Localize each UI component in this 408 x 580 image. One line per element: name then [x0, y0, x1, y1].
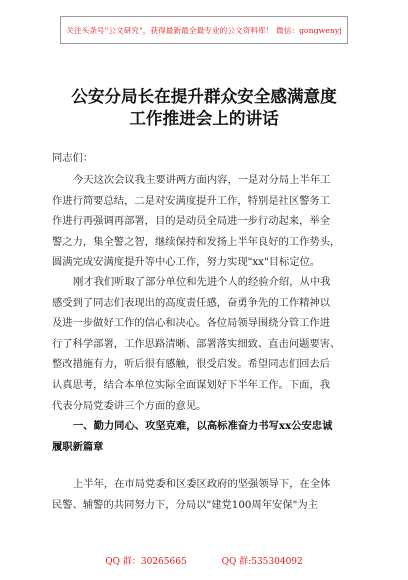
salutation-text: 同志们： — [52, 152, 94, 164]
section-heading-line: 一、勤力同心、攻坚克难，以高标准奋力书写xx公安忠诚 — [73, 420, 333, 432]
document-title-line-2: 工作推进会上的讲话 — [129, 109, 279, 128]
paragraph-3 — [52, 474, 364, 515]
section-heading-1 — [52, 416, 364, 457]
paragraph-1 — [52, 170, 364, 273]
paragraph-line: 感受到了同志们表现出的高度责任感，奋勇争先的工作精神以 — [52, 296, 331, 309]
footer-qq-group-1: QQ 群：30265665 — [105, 557, 187, 567]
paragraph-line: 警之力，集全警之智，继续保持和发扬上半年良好的工作势头， — [52, 235, 341, 248]
paragraph-line: 圆满完成安满度提升等中心工作，努力实现"xx"目标定位。 — [52, 256, 321, 269]
promo-banner — [60, 16, 348, 44]
paragraph-line: 民警、辅警的共同努力下，分局以"建党100周年安保"为主 — [52, 498, 318, 511]
section-heading-line: 履职新篇章 — [52, 440, 104, 453]
paragraph-2 — [52, 272, 364, 416]
paragraph-line: 认真思考，结合本单位实际全面谋划好下半年工作。下面，我 — [52, 378, 331, 391]
salutation — [52, 148, 364, 169]
paragraph-line: 行了科学部署，工作思路清晰、部署落实细致、直击问题要害、 — [52, 337, 341, 350]
paragraph-line: 代表分局党委讲三个方面的意见。 — [52, 399, 207, 412]
footer-contact — [0, 554, 408, 567]
paragraph-line: 刚才我们听取了部分单位和先进个人的经验介绍，从中我 — [73, 276, 331, 288]
document-title-line-1: 公安分局长在提升群众安全感满意度 — [71, 87, 337, 106]
paragraph-line: 作进行简要总结，二是对安满度提升工作，特别是社区警务工 — [52, 194, 331, 207]
paragraph-line: 今天这次会议我主要讲两方面内容，一是对分局上半年工 — [73, 174, 331, 186]
promo-banner-text: 关注头条号"公文研究"，获得最新最全最专业的公文资料库！ 微信：gongwenyj — [66, 25, 342, 35]
paragraph-line: 及进一步做好工作的信心和决心。各位局领导围绕分管工作进 — [52, 317, 331, 330]
paragraph-line: 整改措施有力，听后很有感触，很受启发。希望同志们回去后 — [52, 358, 331, 371]
footer-qq-group-2: QQ 群:535304092 — [221, 557, 303, 567]
paragraph-line: 作进行再强调再部署，目的是动员全局进一步行动起来，举全 — [52, 215, 331, 228]
paragraph-line: 上半年，在市局党委和区委区政府的坚强领导下，在全体 — [73, 478, 331, 490]
